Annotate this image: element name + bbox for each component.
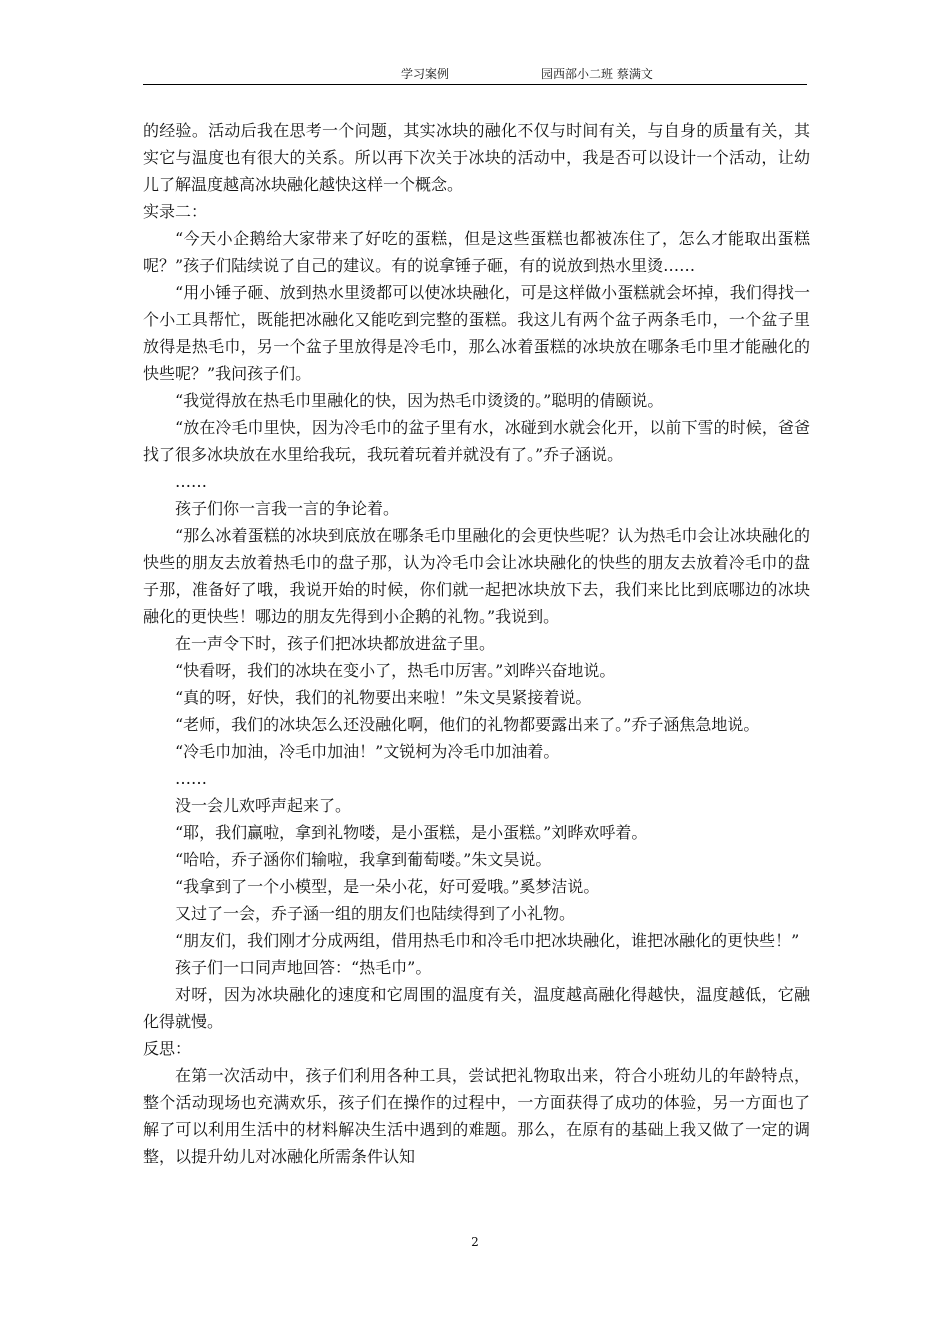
paragraph: “我觉得放在热毛巾里融化的快，因为热毛巾烫烫的。”聪明的倩颐说。 (175, 391, 664, 410)
header-author: 园西部小二班 蔡满文 (541, 67, 653, 81)
paragraph: 的经验。活动后我在思考一个问题，其实冰块的融化不仅与时间有关，与自身的质量有关，其实它与温度也有很大的关系。所以再下次关于冰块的活动中，我是否可以设计一个活动，让幼儿了解温度越高冰块融化越快这样一个概念。 (143, 121, 810, 194)
paragraph: 在第一次活动中，孩子们利用各种工具，尝试把礼物取出来，符合小班幼儿的年龄特点，整个活动现场也充满欢乐，孩子们在操作的过程中，一方面获得了成功的体验，另一方面也了解了可以利用生活中的材料解决生活中遇到的难题。那么，在原有的基础上我又做了一定的调整，以提升幼儿对冰融化所需条件认知 (143, 1066, 810, 1166)
paragraph: 孩子们你一言我一言的争论着。 (175, 499, 400, 518)
paragraph: “哈哈，乔子涵你们输啦，我拿到葡萄喽。”朱文昊说。 (175, 850, 552, 869)
paragraph: “朋友们，我们刚才分成两组，借用热毛巾和冷毛巾把冰块融化，谁把冰融化的更快些！” (175, 931, 800, 950)
paragraph: “耶，我们赢啦，拿到礼物喽，是小蛋糕，是小蛋糕。”刘晔欢呼着。 (175, 823, 648, 842)
ellipsis-line: …… (175, 769, 207, 788)
paragraph: “我拿到了一个小模型，是一朵小花，好可爱哦。”奚梦洁说。 (175, 877, 600, 896)
page-number: 2 (471, 1235, 479, 1249)
paragraph: “那么冰着蛋糕的冰块到底放在哪条毛巾里融化的会更快些呢？认为热毛巾会让冰块融化的快些的朋友去放着热毛巾的盘子那，认为冷毛巾会让冰块融化的快些的朋友去放着冷毛巾的盘子那，准备好了哦，我说开始的时候，你们就一起把冰块放下去，我们来比比到底哪边的冰块融化的更快些！哪边的朋友先得到小企鹅的礼物。”我说到。 (143, 526, 810, 626)
paragraph: “用小锤子砸、放到热水里烫都可以使冰块融化，可是这样做小蛋糕就会坏掉，我们得找一个小工具帮忙，既能把冰融化又能吃到完整的蛋糕。我这儿有两个盆子两条毛巾，一个盆子里放得是热毛巾，另一个盆子里放得是冷毛巾，那么冰着蛋糕的冰块放在哪条毛巾里才能融化的快些呢？”我问孩子们。 (143, 283, 810, 383)
paragraph: “冷毛巾加油，冷毛巾加油！”文锐柯为冷毛巾加油着。 (175, 742, 560, 761)
paragraph: “放在冷毛巾里快，因为冷毛巾的盆子里有水，冰碰到水就会化开，以前下雪的时候，爸爸找了很多冰块放在水里给我玩，我玩着玩着并就没有了。”乔子涵说。 (143, 418, 810, 464)
paragraph: 对呀，因为冰块融化的速度和它周围的温度有关，温度越高融化得越快，温度越低，它融化得就慢。 (143, 985, 810, 1031)
section-heading: 实录二： (143, 202, 208, 221)
paragraph: 孩子们一口同声地回答：“热毛巾”。 (175, 958, 432, 977)
header-doc-type: 学习案例 (401, 67, 450, 81)
paragraph: “快看呀，我们的冰块在变小了，热毛巾厉害。”刘晔兴奋地说。 (175, 661, 616, 680)
paragraph: “今天小企鹅给大家带来了好吃的蛋糕，但是这些蛋糕也都被冻住了，怎么才能取出蛋糕呢？”孩子们陆续说了自己的建议。有的说拿锤子砸，有的说放到热水里烫…… (143, 229, 810, 275)
ellipsis-line: …… (175, 472, 207, 491)
paragraph: 没一会儿欢呼声起来了。 (175, 796, 352, 815)
paragraph: 在一声令下时，孩子们把冰块都放进盆子里。 (175, 634, 496, 653)
paragraph: 又过了一会，乔子涵一组的朋友们也陆续得到了小礼物。 (175, 904, 576, 923)
document-body (143, 117, 810, 1170)
paragraph: “真的呀，好快，我们的礼物要出来啦！”朱文昊紧接着说。 (175, 688, 592, 707)
paragraph: “老师，我们的冰块怎么还没融化啊，他们的礼物都要露出来了。”乔子涵焦急地说。 (175, 715, 760, 734)
page-header (143, 64, 807, 85)
section-heading: 反思： (143, 1039, 192, 1058)
